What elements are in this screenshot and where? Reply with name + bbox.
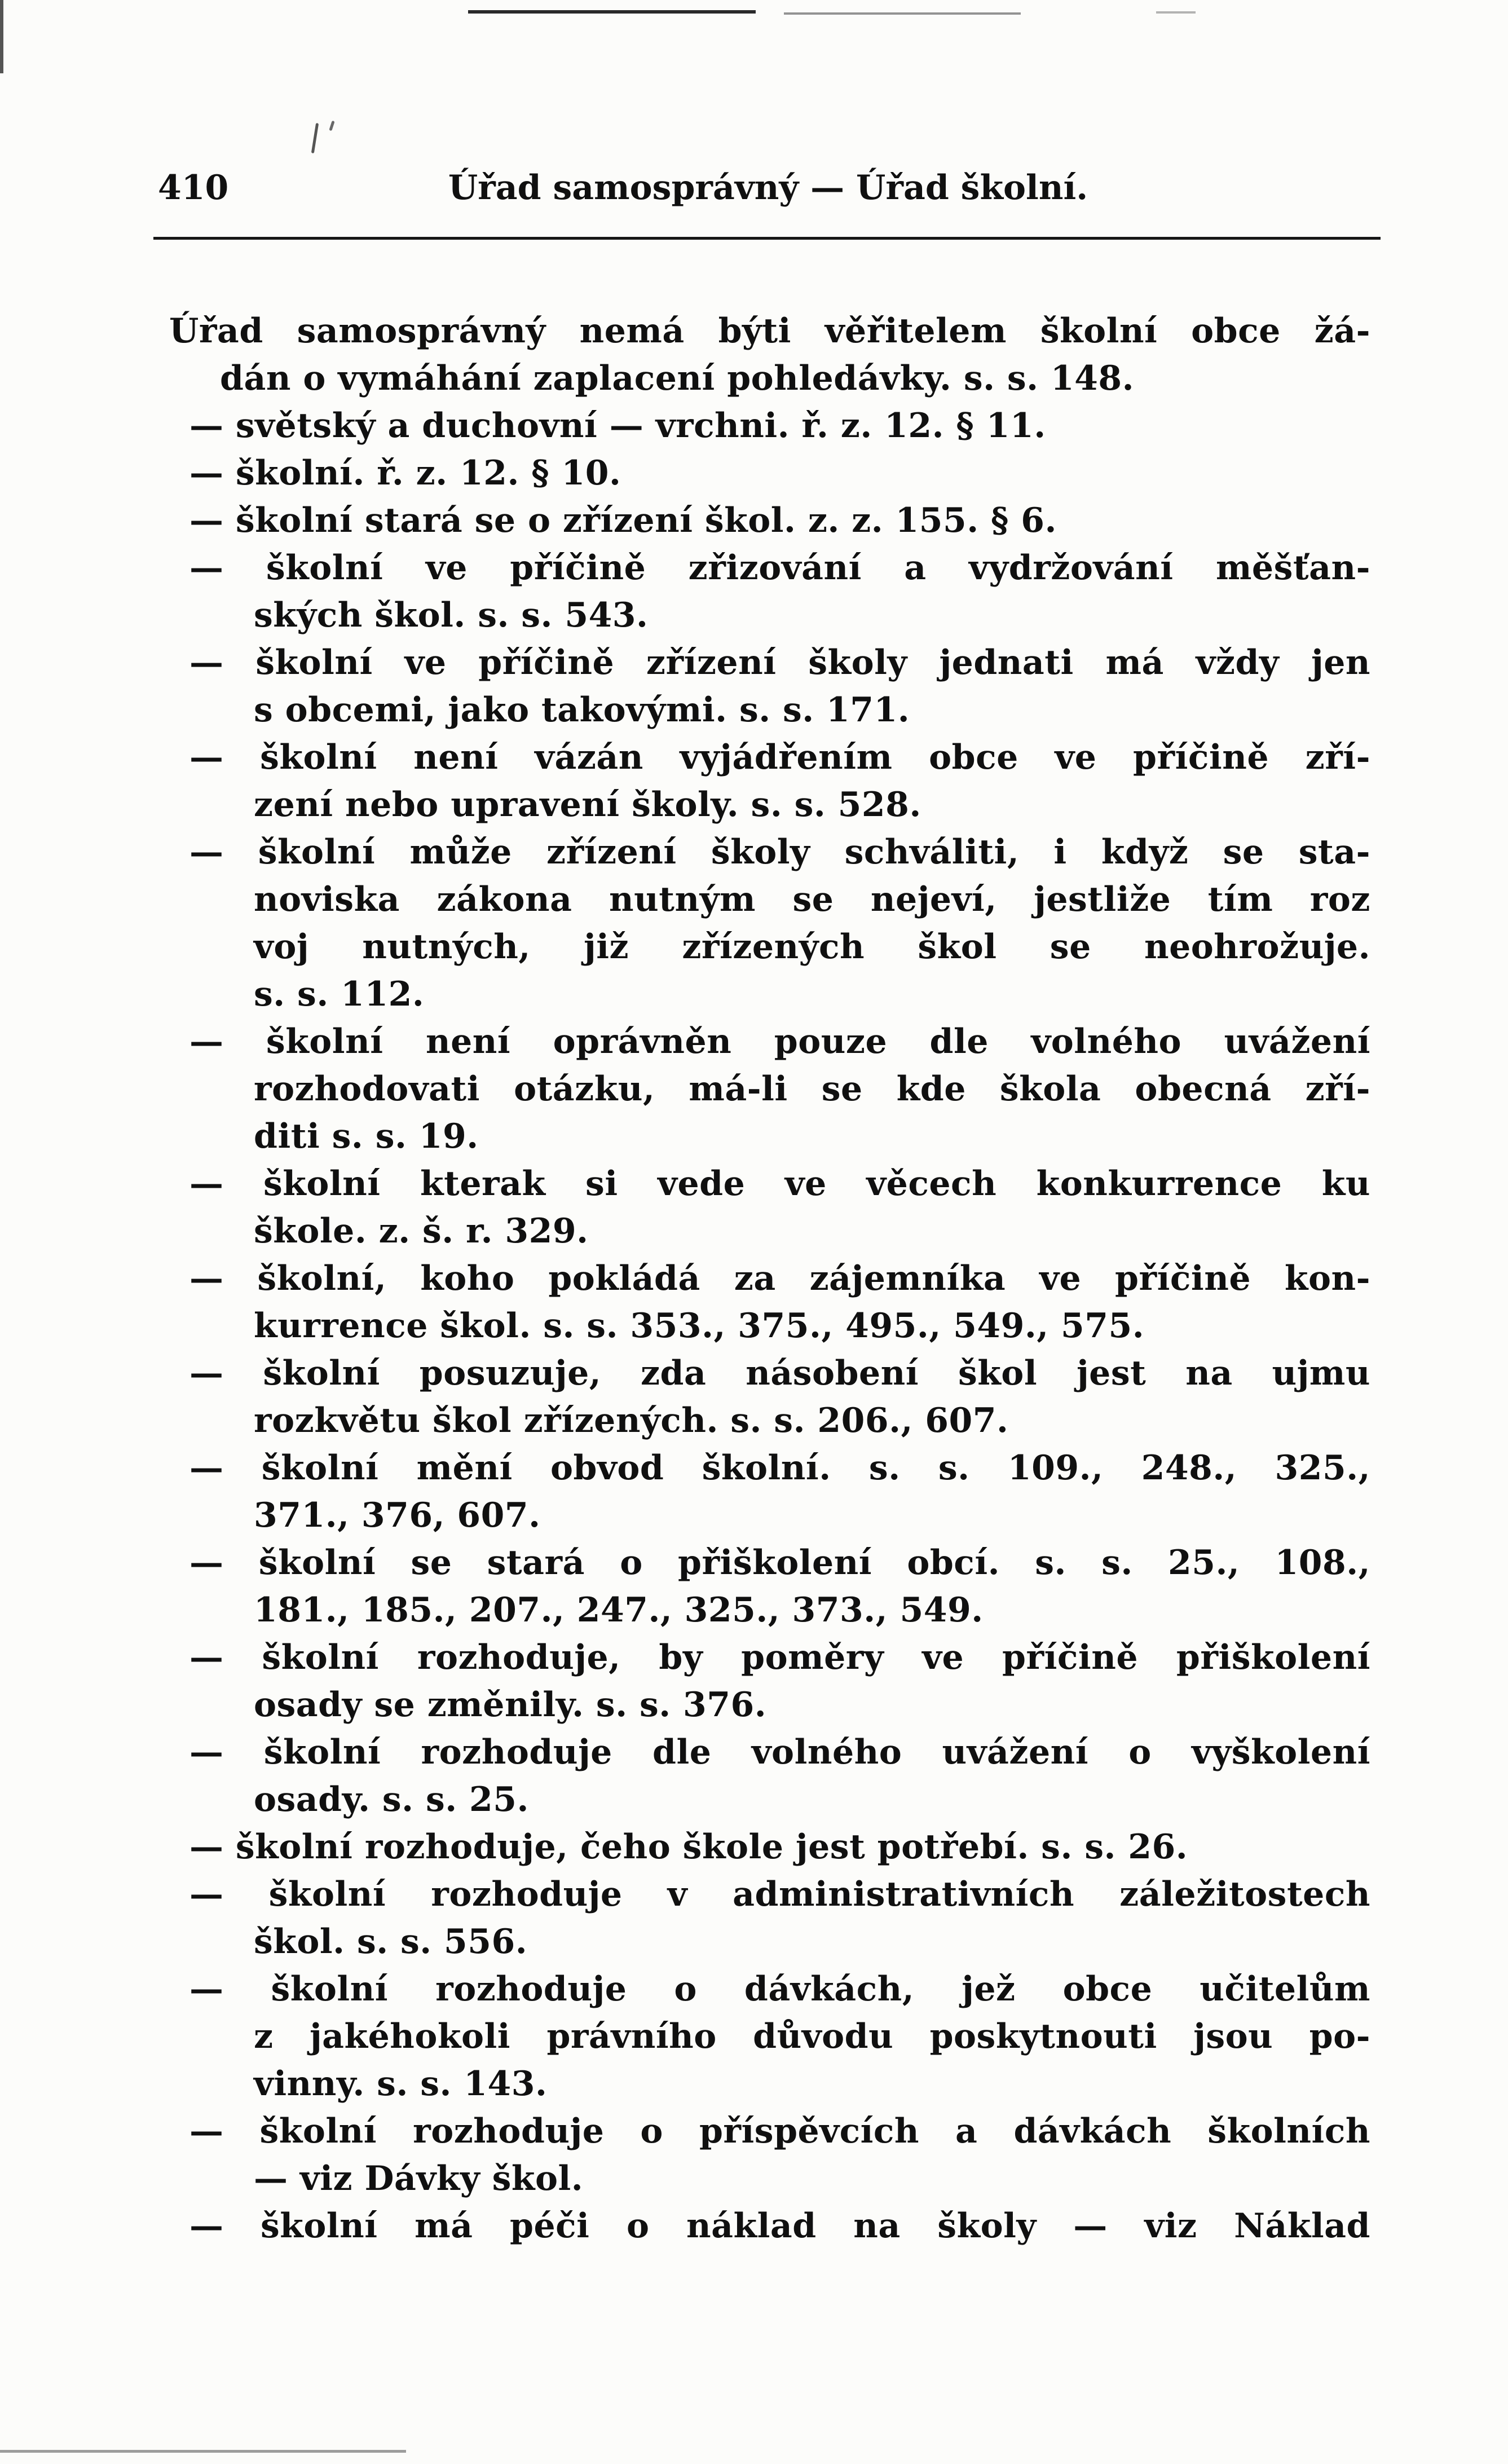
- index-entry: [169, 1729, 1370, 1823]
- index-entry: [169, 1160, 1370, 1255]
- index-entry: [169, 734, 1370, 828]
- index-line: — školní má péči o náklad na školy — viz Náklad: [189, 2206, 1370, 2246]
- index-line: ských škol. s. s. 543.: [254, 596, 649, 635]
- index-line: škole. z. š. r. 329.: [254, 1211, 589, 1251]
- index-line: zení nebo upravení školy. s. s. 528.: [254, 785, 921, 825]
- scan-artifact: [1156, 11, 1196, 14]
- page-header: [158, 168, 1378, 219]
- index-line: — školní posuzuje, zda násobení škol jest na ujmu: [189, 1354, 1370, 1393]
- index-entry: [169, 449, 1370, 497]
- index-line: noviska zákona nutným se nejeví, jestliže tím roz: [254, 880, 1370, 919]
- index-line: — školní rozhoduje v administrativních záležitostech: [189, 1875, 1370, 1914]
- index-entry: [169, 1539, 1370, 1634]
- index-entry: [169, 1823, 1370, 1871]
- index-line: 181., 185., 207., 247., 325., 373., 549.: [254, 1590, 984, 1630]
- index-line: škol. s. s. 556.: [254, 1922, 528, 1961]
- index-line: — viz Dávky škol.: [254, 2159, 584, 2198]
- index-line: — školní ve příčině zřízení školy jednati má vždy jen: [189, 643, 1370, 682]
- index-line: s obcemi, jako takovými. s. s. 171.: [254, 690, 910, 730]
- index-line: z jakéhokoli právního důvodu poskytnouti jsou po-: [254, 2017, 1370, 2056]
- index-line: — školní mění obvod školní. s. s. 109., 248., 325.,: [189, 1448, 1370, 1488]
- index-entry: [169, 2202, 1370, 2250]
- index-line: vinny. s. s. 143.: [254, 2064, 548, 2104]
- index-entry: [169, 402, 1370, 449]
- index-line: — školní rozhoduje o příspěvcích a dávkách školních: [189, 2112, 1370, 2151]
- index-line: — školní se stará o přiškolení obcí. s. s. 25., 108.,: [189, 1543, 1370, 1583]
- index-line: osady. s. s. 25.: [254, 1780, 529, 1819]
- index-entry: [169, 497, 1370, 544]
- index-entry: [169, 1350, 1370, 1444]
- index-line: — světský a duchovní — vrchni. ř. z. 12. § 11.: [189, 406, 1046, 446]
- index-line: — školní ve příčině zřizování a vydržování měšťan-: [189, 548, 1370, 588]
- index-line: osady se změnily. s. s. 376.: [254, 1685, 767, 1725]
- index-line: s. s. 112.: [254, 975, 425, 1014]
- index-entry: [169, 1965, 1370, 2108]
- index-line: — školní rozhoduje dle volného uvážení o vyškolení: [189, 1733, 1370, 1772]
- scan-artifact: [329, 121, 334, 131]
- index-line: rozkvětu škol zřízených. s. s. 206., 607.: [254, 1401, 1009, 1440]
- index-entry: [169, 1255, 1370, 1350]
- index-line: — školní může zřízení školy schváliti, i když se sta-: [189, 832, 1370, 872]
- scan-artifact: [0, 0, 3, 73]
- index-entry: [169, 2108, 1370, 2202]
- index-entry: [169, 639, 1370, 734]
- index-entry: [169, 1634, 1370, 1729]
- index-line: 371., 376, 607.: [254, 1496, 541, 1535]
- index-line: — školní není vázán vyjádřením obce ve příčině zří-: [189, 738, 1370, 777]
- index-entry: [169, 1444, 1370, 1539]
- index-line: dán o vymáhání zaplacení pohledávky. s. s. 148.: [220, 359, 1135, 398]
- index-line: — školní rozhoduje, čeho škole jest potřebí. s. s. 26.: [189, 1827, 1188, 1867]
- header-rule: [153, 237, 1381, 240]
- index-line: rozhodovati otázku, má-li se kde škola obecná zří-: [254, 1069, 1370, 1109]
- index-line: — školní stará se o zřízení škol. z. z. 155. § 6.: [189, 501, 1057, 540]
- index-line: diti s. s. 19.: [254, 1117, 479, 1156]
- index-entry: [169, 1871, 1370, 1965]
- index-line: — školní. ř. z. 12. § 10.: [189, 453, 621, 493]
- scan-artifact: [0, 2450, 406, 2453]
- index-line: voj nutných, již zřízených škol se neohrožuje.: [254, 927, 1370, 967]
- index-entry: [169, 1018, 1370, 1160]
- index-line: — školní, koho pokládá za zájemníka ve příčině kon-: [189, 1259, 1370, 1298]
- index-line: — školní rozhoduje, by poměry ve příčině přiškolení: [189, 1638, 1370, 1677]
- index-line: Úřad samosprávný nemá býti věřitelem školní obce žá-: [169, 311, 1370, 351]
- index-entry: [169, 307, 1370, 402]
- scan-artifact: [784, 12, 1021, 15]
- index-entry: [169, 544, 1370, 639]
- index-line: — školní rozhoduje o dávkách, jež obce učitelům: [189, 1969, 1370, 2009]
- index-entry: [169, 828, 1370, 1018]
- index-text: [169, 307, 1370, 2250]
- index-line: — školní není oprávněn pouze dle volného uvážení: [189, 1022, 1370, 1061]
- index-line: kurrence škol. s. s. 353., 375., 495., 549., 575.: [254, 1306, 1145, 1346]
- scan-artifact: [468, 10, 756, 14]
- page-number: 410: [158, 168, 229, 208]
- running-title: Úřad samosprávný — Úřad školní.: [448, 168, 1088, 208]
- scan-artifact: [311, 123, 319, 153]
- index-line: — školní kterak si vede ve věcech konkurrence ku: [189, 1164, 1370, 1204]
